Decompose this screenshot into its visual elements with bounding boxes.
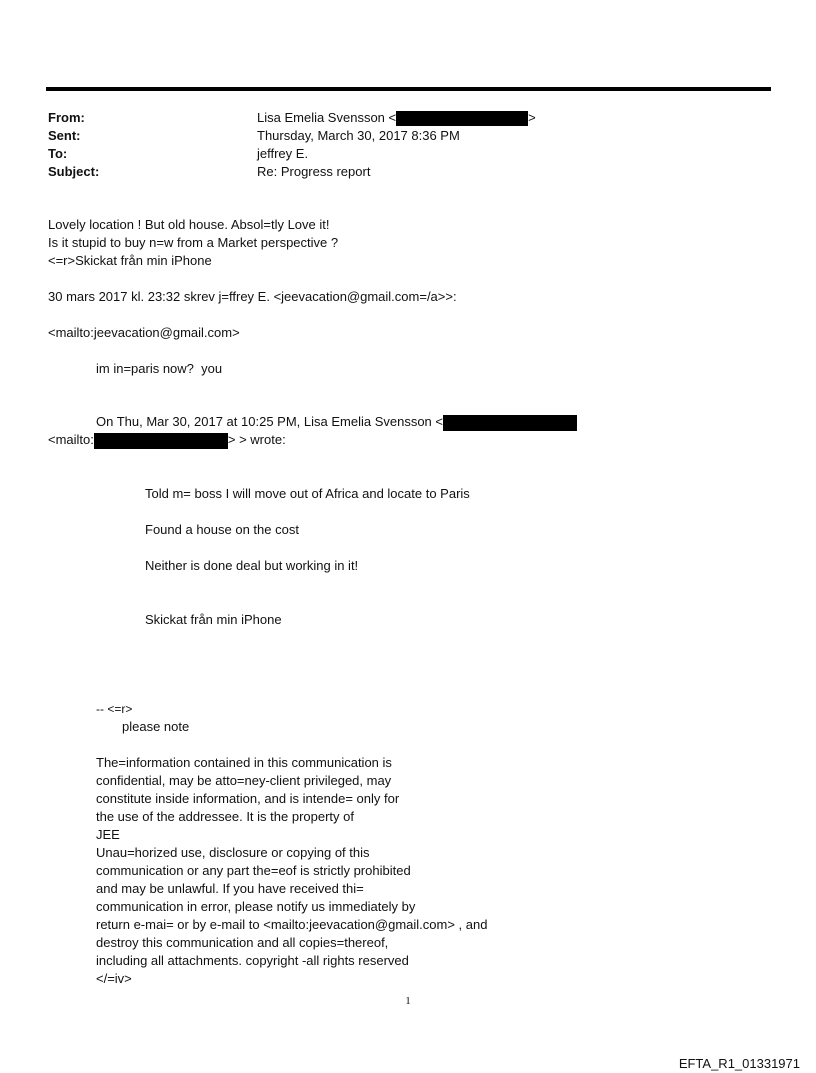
quote-mailto [48, 431, 286, 449]
disclaimer-line: destroy this communication and all copies=thereof, [96, 935, 389, 950]
body-line: Lovely location ! But old house. Absol=tly Love it! [48, 217, 330, 232]
page-number: 1 [405, 995, 411, 1007]
signature-marker: -- <=r> [96, 702, 133, 716]
subject-value: Re: Progress report [257, 164, 371, 179]
disclaimer-line: communication or any part the=eof is strictly prohibited [96, 863, 411, 878]
quoted-line: Neither is done deal but working in it! [145, 558, 359, 573]
quoted-line: Found a house on the cost [145, 522, 299, 537]
to-value: jeffrey E. [257, 146, 309, 161]
sent-label: Sent: [48, 128, 81, 143]
body-line: <=r>Skickat från min iPhone [48, 253, 212, 268]
header-rule [46, 87, 771, 91]
body-line: 30 mars 2017 kl. 23:32 skrev j=ffrey E. <jeevacation@gmail.com=/a>>: [48, 289, 457, 304]
body-line: im in=paris now? you [96, 361, 223, 376]
quote-header [96, 413, 577, 431]
quote-header-text: On Thu, Mar 30, 2017 at 10:25 PM, Lisa Emelia Svensson < [96, 414, 443, 429]
mailto-start: <mailto: [48, 432, 94, 447]
disclaimer-line: confidential, may be atto=ney-client privileged, may [96, 773, 392, 788]
quoted-line: Told m= boss I will move out of Africa and locate to Paris [145, 486, 470, 501]
signature-note: please note [122, 719, 190, 734]
disclaimer-line: Unau=horized use, disclosure or copying of this [96, 845, 370, 860]
body-line: <mailto:jeevacation@gmail.com> [48, 325, 240, 340]
from-name: Lisa Emelia Svensson < [257, 110, 397, 125]
body-line: Is it stupid to buy n=w from a Market perspective ? [48, 235, 339, 250]
from-label: From: [48, 110, 85, 125]
redaction-box [443, 415, 577, 431]
disclaimer-line: constitute inside information, and is intende= only for [96, 791, 400, 806]
from-close: > [528, 110, 536, 125]
mailto-end: > > wrote: [227, 432, 286, 447]
disclaimer-line: the use of the addressee. It is the property of [96, 809, 354, 824]
disclaimer-line: </=iv> [96, 971, 132, 986]
document-id: EFTA_R1_01331971 [678, 1056, 800, 1071]
redaction-box [94, 433, 228, 449]
quoted-line: Skickat från min iPhone [145, 612, 282, 627]
from-value [257, 109, 536, 127]
disclaimer-line: JEE [96, 827, 120, 842]
disclaimer-line: and may be unlawful. If you have received thi= [96, 881, 364, 896]
disclaimer-line: The=information contained in this communication is [96, 755, 392, 770]
disclaimer-line: return e-mai= or by e-mail to <mailto:jeevacation@gmail.com> , and [96, 917, 488, 932]
disclaimer-line: communication in error, please notify us immediately by [96, 899, 416, 914]
subject-label: Subject: [48, 164, 100, 179]
redaction-box [396, 111, 528, 126]
sent-value: Thursday, March 30, 2017 8:36 PM [257, 128, 460, 143]
to-label: To: [48, 146, 68, 161]
disclaimer-line: including all attachments. copyright -all rights reserved [96, 953, 409, 968]
